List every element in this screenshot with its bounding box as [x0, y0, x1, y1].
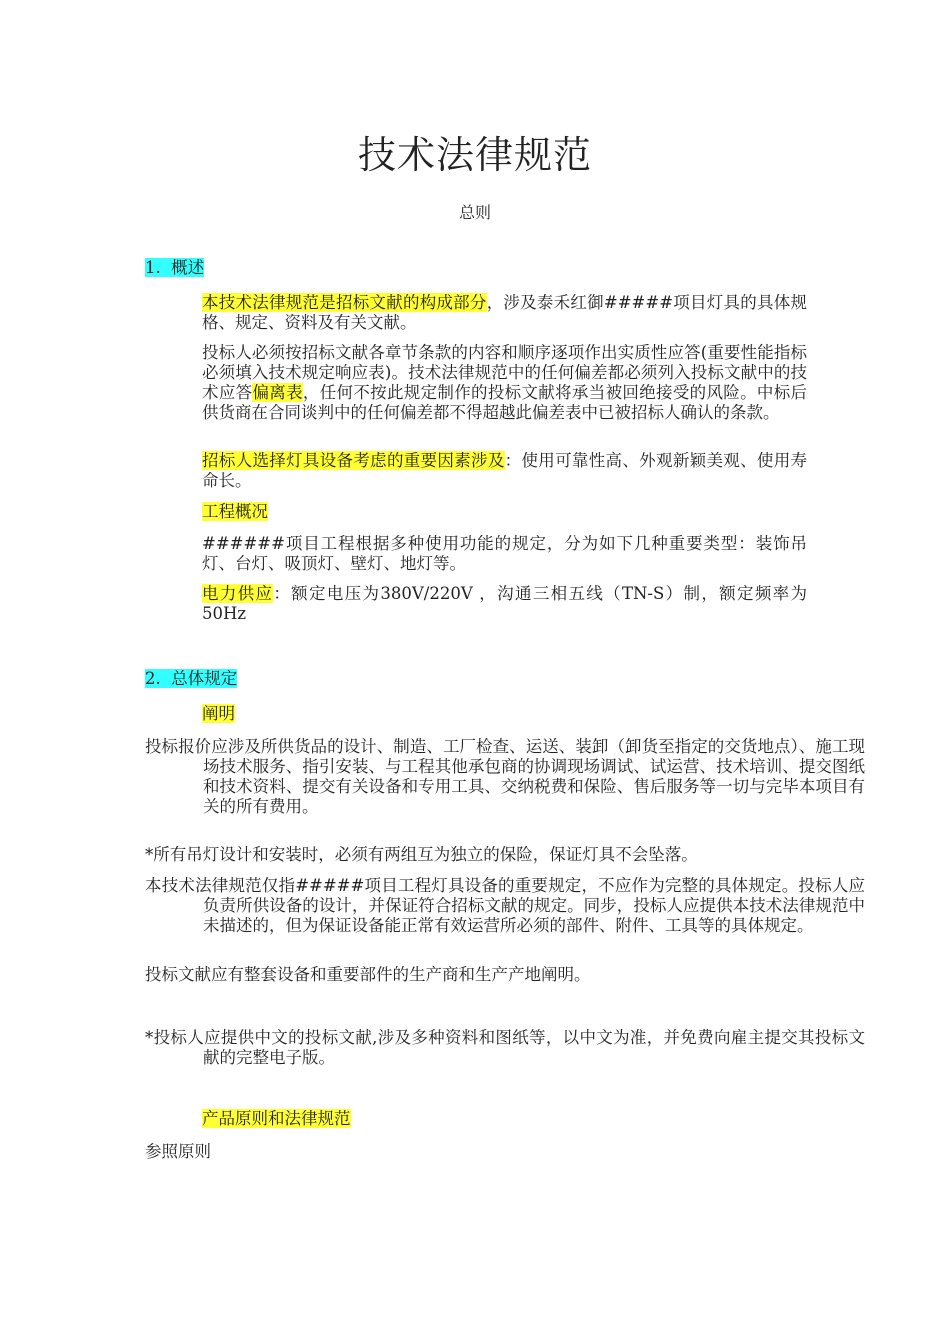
paragraph-scope	[202, 293, 807, 333]
highlight-text: 招标人选择灯具设备考虑的重要因素涉及	[202, 451, 505, 470]
paragraph-text: ：额定电压为380V/220V ，沟通三相五线（TN-S）制，额定频率为50Hz	[202, 584, 807, 623]
paragraph-specification-scope	[145, 876, 865, 936]
paragraph-bidder-requirements	[202, 343, 807, 423]
paragraph-chinese-documents	[145, 1028, 865, 1068]
paragraph-text: *投标人应提供中文的投标文献,涉及多种资料和图纸等，以中文为准，并免费向雇主提交其投标文献的完整电子版。	[145, 1028, 865, 1067]
paragraph-text: 投标报价应涉及所供货品的设计、制造、工厂检查、运送、装卸（卸货至指定的交货地点）、施工现场技术服务、指引安装、与工程其他承包商的协调现场调试、试运营、技术培训、提交图纸和技术资料、提交有关设备和专用工具、交纳税费和保险、售后服务等一切与完毕本项目有关的所有费用。	[145, 737, 865, 816]
highlight-text: 电力供应	[202, 584, 274, 603]
document-subtitle: 总则	[458, 203, 491, 222]
subheading-product-standards	[202, 1109, 807, 1129]
paragraph-text: ，任何不按此规定制作的投标文献将承当被回绝接受的风险。中标后供货商在合同谈判中的任何偏差都不得超越此偏差表中已被招标人确认的条款。	[202, 383, 808, 422]
highlight-text: 阐明	[202, 704, 235, 723]
paragraph-reference-standards	[145, 1142, 807, 1162]
paragraph-manufacturer-origin	[145, 965, 865, 985]
section-heading-text: 1. 概述	[145, 258, 205, 277]
paragraph-text: ，涉及泰禾红御#####项目灯具的具体规格、规定、资料及有关文献。	[202, 293, 807, 332]
paragraph-project-types	[202, 534, 807, 574]
paragraph-text: 本技术法律规范仅指#####项目工程灯具设备的重要规定，不应作为完整的具体规定。投标人应负责所供设备的设计，并保证符合招标文献的规定。同步，投标人应提供本技术法律规范中未描述的，但为保证设备能正常有效运营所必须的部件、附件、工具等的具体规定。	[145, 876, 865, 935]
paragraph-selection-factors	[202, 451, 807, 491]
paragraph-text: ######项目工程根据多种使用功能的规定，分为如下几种重要类型：装饰吊灯、台灯、吸顶灯、壁灯、地灯等。	[202, 534, 807, 573]
highlight-text: 本技术法律规范是招标文献的构成部分	[202, 293, 487, 312]
highlight-text: 偏离表	[252, 383, 303, 402]
paragraph-power-supply	[202, 584, 807, 624]
section-heading-text: 2. 总体规定	[145, 669, 238, 688]
highlight-text: 产品原则和法律规范	[202, 1109, 351, 1128]
document-title: 技术法律规范	[357, 133, 592, 177]
section-heading-overview	[145, 258, 807, 278]
highlight-text: 工程概况	[202, 502, 268, 521]
subheading-project-overview	[202, 502, 807, 522]
paragraph-text: *所有吊灯设计和安装时，必须有两组互为独立的保险，保证灯具不会坠落。	[145, 845, 698, 864]
section-heading-general	[145, 669, 807, 689]
paragraph-text: 投标人必须按招标文献各章节条款的内容和顺序逐项作出实质性应答(重要性能指标必须填入技术规定响应表)。技术法律规范中的任何偏差都必须列入投标文献中的技术应答	[202, 343, 807, 402]
paragraph-text: 参照原则	[145, 1142, 211, 1161]
paragraph-chandelier-safety	[145, 845, 865, 865]
paragraph-text: 投标文献应有整套设备和重要部件的生产商和生产产地阐明。	[145, 965, 591, 984]
paragraph-quotation-scope	[145, 737, 865, 817]
paragraph-text: ：使用可靠性高、外观新颖美观、使用寿命长。	[202, 451, 808, 490]
subheading-explanation	[202, 704, 807, 724]
